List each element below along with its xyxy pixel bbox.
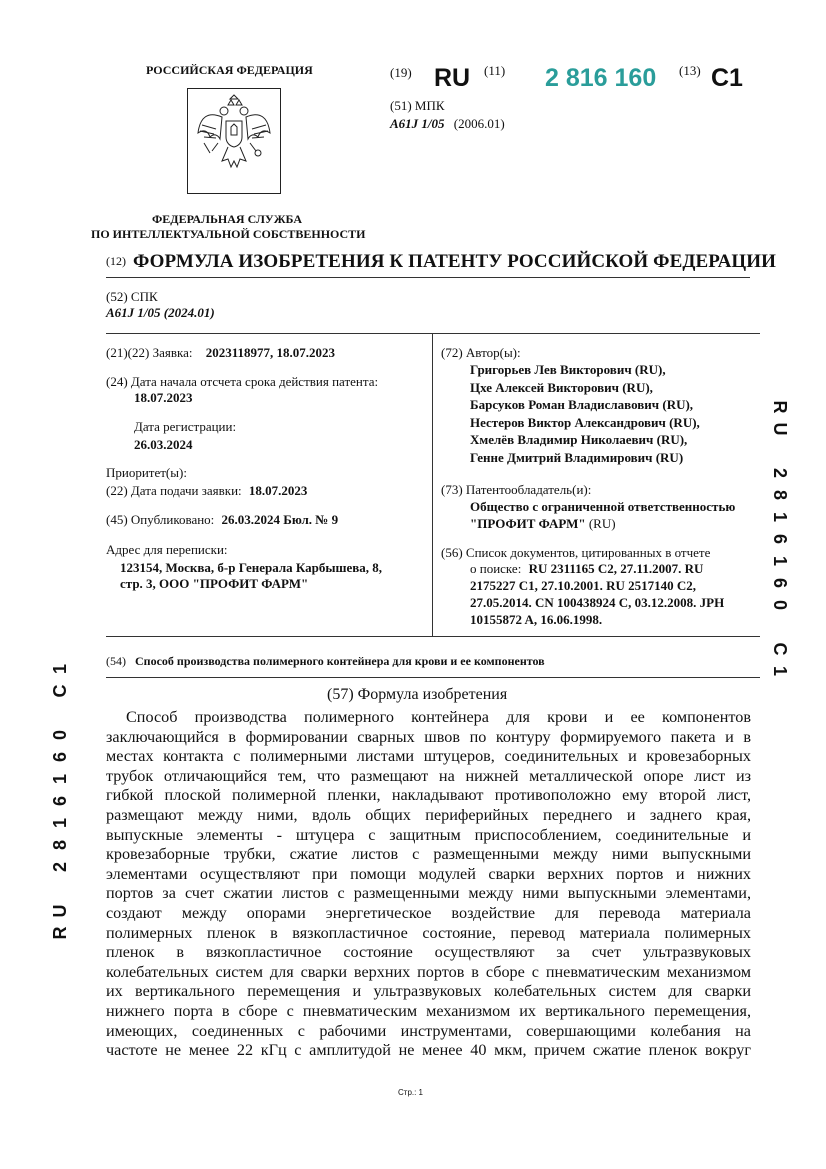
- claim-line: местах контакта с полимерными листами штуцеров, соединительных и кровезаборных: [106, 747, 751, 766]
- inid-11: (11): [484, 63, 506, 78]
- claim-line: размещают между ними, вдоль общих периферийных переднего и заднего края,: [106, 805, 751, 824]
- country-code: RU: [434, 64, 471, 92]
- emblem-frame: [187, 88, 281, 194]
- side-char: 0: [50, 730, 70, 741]
- side-char: [768, 440, 792, 462]
- author-name: Нестеров Виктор Александрович (RU),: [470, 414, 700, 430]
- agency-line-1: ФЕДЕРАЛЬНАЯ СЛУЖБА: [152, 212, 302, 226]
- owner-line-1: Общество с ограниченной ответственностью: [470, 499, 736, 514]
- invention-name: Способ производства полимерного контейнера для крови и ее компонентов: [135, 654, 545, 668]
- side-char: [48, 878, 72, 900]
- biblio-column-divider: [432, 333, 433, 636]
- author-name: Барсуков Роман Владиславович (RU),: [470, 397, 694, 412]
- owner-country: (RU): [585, 516, 616, 531]
- claim-line: пленок в вязкопластичное состояние осуществляют за счет ультразвуковых: [106, 943, 751, 962]
- mpk-class: A61J 1/05: [390, 116, 445, 131]
- side-code-right: [768, 396, 792, 682]
- side-char: [768, 616, 792, 638]
- author-name: Григорьев Лев Викторович (RU),: [470, 362, 666, 377]
- side-char: 6: [50, 752, 70, 763]
- published-value: 26.03.2024 Бюл. № 9: [221, 512, 339, 527]
- document-title: ФОРМУЛА ИЗОБРЕТЕНИЯ К ПАТЕНТУ РОССИЙСКОЙ ФЕДЕРАЦИИ: [133, 251, 777, 272]
- agency-line-2: ПО ИНТЕЛЛЕКТУАЛЬНОЙ СОБСТВЕННОСТИ: [91, 227, 366, 241]
- title-divider: [106, 277, 750, 278]
- claim-line: их вертикального перемещения и ультразвуковых колебательных систем для сварки: [106, 982, 751, 1001]
- spk-class: A61J 1/05 (2024.01): [106, 305, 215, 320]
- inid-12: (12): [106, 254, 126, 268]
- side-char: 6: [770, 577, 790, 588]
- author-name: Цхе Алексей Викторович (RU),: [470, 379, 653, 395]
- side-char: 1: [770, 555, 790, 566]
- refs-label: (56) Список документов, цитированных в отчете: [441, 545, 711, 560]
- refs-search-label: о поиске:: [470, 561, 522, 576]
- authors-label: (72) Автор(ы):: [441, 345, 521, 360]
- side-char: 1: [770, 511, 790, 522]
- side-char: U: [50, 904, 70, 918]
- page-number: Стр.: 1: [398, 1088, 424, 1097]
- claim-line: заключающийся в формировании сварных швов по контуру формируемого пакета и в: [106, 727, 751, 746]
- side-char: 2: [50, 862, 70, 873]
- side-char: C: [770, 642, 790, 656]
- filing-label: (22) Дата подачи заявки:: [106, 483, 242, 498]
- application-label: (21)(22) Заявка:: [106, 345, 193, 360]
- owner-name: "ПРОФИТ ФАРМ": [470, 516, 586, 531]
- side-char: R: [50, 926, 70, 940]
- kind-code: C1: [711, 64, 743, 92]
- claim-line: имеющих, соединенных с рабочими инструментами, совершающими колебания на: [106, 1021, 751, 1040]
- claim-line: элементами осуществляют при помощи модулей сварки верхних портов и нижних: [106, 864, 751, 883]
- biblio-top-line: [106, 333, 760, 334]
- double-headed-eagle-icon: [188, 89, 280, 193]
- address-label: Адрес для переписки:: [106, 542, 228, 557]
- registration-label: Дата регистрации:: [134, 419, 237, 434]
- invention-divider: [106, 677, 760, 678]
- side-char: 6: [770, 533, 790, 544]
- inid-54: (54): [106, 654, 126, 668]
- side-char: 1: [50, 774, 70, 785]
- side-code-left: [48, 658, 72, 944]
- claim-line: колебательных систем для сварки верхних портов в сборе с пневматическим механизмом: [106, 962, 751, 981]
- author-name: Генне Дмитрий Владимирович (RU): [470, 449, 684, 465]
- side-char: 8: [50, 840, 70, 851]
- priority-label: Приоритет(ы):: [106, 465, 187, 480]
- spk-label: (52) СПК: [106, 289, 158, 304]
- side-char: 1: [770, 665, 790, 676]
- refs-line-4: 10155872 A, 16.06.1998.: [470, 612, 603, 627]
- refs-line-2: 2175227 C1, 27.10.2001. RU 2517140 C2,: [470, 578, 697, 593]
- author-name: Хмелёв Владимир Николаевич (RU),: [470, 432, 688, 447]
- claim-line: частоте не менее 22 кГц с амплитудой не менее 40 мкм, причем сжатие пленок вокруг: [106, 1041, 751, 1060]
- biblio-bottom-line: [106, 636, 760, 637]
- published-label: (45) Опубликовано:: [106, 512, 215, 527]
- side-char: 2: [770, 467, 790, 478]
- side-char: C: [50, 684, 70, 698]
- owner-label: (73) Патентообладатель(и):: [441, 482, 592, 497]
- claim-line: выпускные элементы - штуцера с защитным приспособлением, соединительные и: [106, 825, 751, 844]
- patent-number: 2 816 160: [545, 64, 657, 92]
- claim-line: нижнего порта в сборе с пневматическим механизмом их вертикального перемещения,: [106, 1001, 751, 1020]
- refs-line-3: 27.05.2014. CN 100438924 C, 03.12.2008. JPH: [470, 595, 725, 610]
- registration-value: 26.03.2024: [134, 437, 193, 452]
- side-char: 1: [50, 818, 70, 829]
- claim-text: [106, 708, 751, 1061]
- claim-line: Способ производства полимерного контейнера для крови и ее компонентов: [126, 708, 751, 726]
- side-char: 1: [50, 664, 70, 675]
- country-name: РОССИЙСКАЯ ФЕДЕРАЦИЯ: [146, 63, 313, 77]
- mpk-year: (2006.01): [453, 116, 505, 131]
- address-line-1: 123154, Москва, б-р Генерала Карбышева, 8,: [120, 560, 383, 575]
- term-start-value: 18.07.2023: [134, 390, 193, 405]
- side-char: 0: [770, 599, 790, 610]
- address-line-2: стр. 3, ООО "ПРОФИТ ФАРМ": [120, 576, 309, 591]
- claim-line: кровезаборные трубки, сжатие листов с размещенными между ними выпускными: [106, 845, 751, 864]
- side-char: 8: [770, 489, 790, 500]
- inid-13: (13): [679, 63, 701, 78]
- side-char: 6: [50, 796, 70, 807]
- term-start-label: (24) Дата начала отсчета срока действия патента:: [106, 374, 379, 389]
- refs-line-1: RU 2311165 C2, 27.11.2007. RU: [528, 561, 704, 576]
- claim-line: трубок отличающийся тем, что размещают на нижней металлической опоре лист из: [106, 766, 751, 785]
- claims-heading: (57) Формула изобретения: [327, 686, 508, 703]
- side-char: U: [770, 422, 790, 436]
- filing-value: 18.07.2023: [248, 483, 308, 498]
- application-value: 2023118977, 18.07.2023: [205, 345, 336, 360]
- side-char: [48, 702, 72, 724]
- claim-line: гибкой плоской полимерной пленки, накладывают противоположно ему второй лист,: [106, 786, 751, 805]
- side-char: R: [770, 400, 790, 414]
- authors-list: [470, 361, 700, 466]
- inid-19: (19): [390, 65, 412, 80]
- claim-line: полимерных пленок в вязкопластичное состояние, перевод материала полимерных: [106, 923, 751, 942]
- mpk-label: (51) МПК: [390, 98, 445, 113]
- claim-line: создают между опорами энергетическое воздействие для перевода материала: [106, 903, 751, 922]
- claim-line: портов за счет сжатии листов с размещенными между ними выпускными элементами,: [106, 884, 751, 903]
